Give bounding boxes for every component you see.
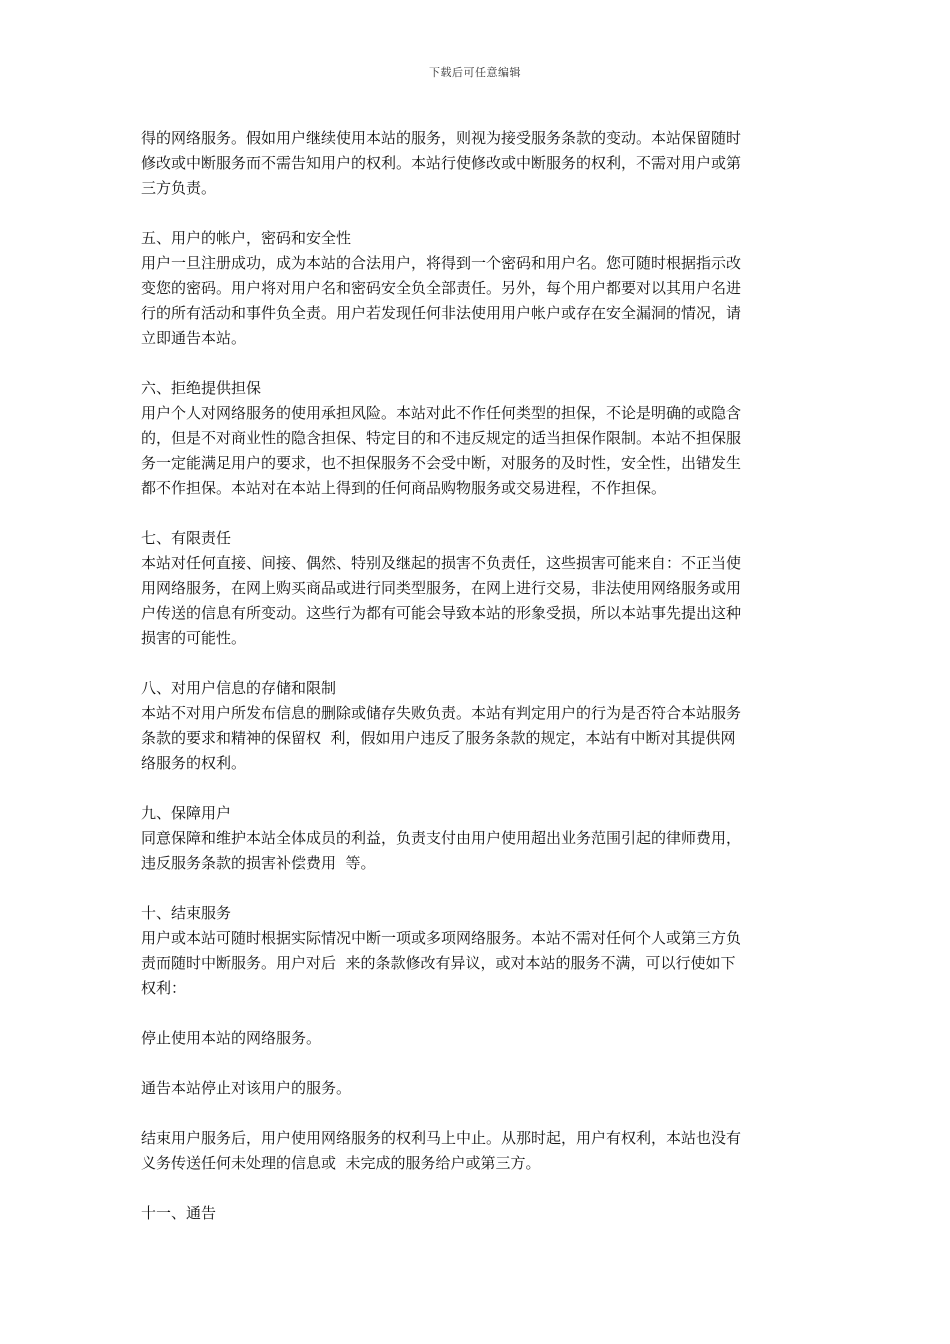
paragraph-gap [141,1176,813,1201]
text-line: 违反服务条款的损害补偿费用 等。 [141,854,376,872]
text-line: 十、结束服务 [141,904,232,922]
paragraph-gap [141,351,813,376]
text-line: 十一、通告 [141,1204,217,1222]
text-line: 条款的要求和精神的保留权 利，假如用户违反了服务条款的规定，本站有中断对其提供网 [141,729,736,747]
text-line: 用户或本站可随时根据实际情况中断一项或多项网络服务。本站不需对任何个人或第三方负 [141,929,742,947]
text-line: 停止使用本站的网络服务。 [141,1029,322,1047]
text-line: 责而随时中断服务。用户对后 来的条款修改有异议，或对本站的服务不满，可以行使如下 [141,954,736,972]
text-line: 本站对任何直接、间接、偶然、特别及继起的损害不负责任，这些损害可能来自：不正当使 [141,554,742,572]
paragraph-gap [141,1101,813,1126]
text-line: 七、有限责任 [141,529,232,547]
text-line: 八、对用户信息的存储和限制 [141,679,337,697]
paragraph-gap [141,501,813,526]
text-line: 行的所有活动和事件负全责。用户若发现任何非法使用用户帐户或存在安全漏洞的情况，请 [141,304,742,322]
text-line: 权利： [141,979,187,997]
paragraph-gap [141,1001,813,1026]
text-line: 五、用户的帐户，密码和安全性 [141,229,352,247]
text-line: 义务传送任何未处理的信息或 未完成的服务给户或第三方。 [141,1154,541,1172]
paragraph-gap [141,651,813,676]
text-line: 立即通告本站。 [141,329,247,347]
paragraph-gap [141,876,813,901]
text-line: 的，但是不对商业性的隐含担保、特定目的和不违反规定的适当担保作限制。本站不担保服 [141,429,742,447]
text-line: 通告本站停止对该用户的服务。 [141,1079,352,1097]
text-line: 得的网络服务。假如用户继续使用本站的服务，则视为接受服务条款的变动。本站保留随时 [141,129,742,147]
text-line: 户传送的信息有所变动。这些行为都有可能会导致本站的形象受损，所以本站事先提出这种 [141,604,742,622]
paragraph-gap [141,201,813,226]
text-line: 用户个人对网络服务的使用承担风险。本站对此不作任何类型的担保，不论是明确的或隐含 [141,404,742,422]
text-line: 变您的密码。用户将对用户名和密码安全负全部责任。另外，每个用户都要对以其用户名进 [141,279,742,297]
text-line: 都不作担保。本站对在本站上得到的任何商品购物服务或交易进程，不作担保。 [141,479,667,497]
paragraph-gap [141,776,813,801]
page-header: 下载后可任意编辑 [429,66,521,79]
text-line: 务一定能满足用户的要求，也不担保服务不会受中断，对服务的及时性，安全性，出错发生 [141,454,742,472]
text-line: 用户一旦注册成功，成为本站的合法用户，将得到一个密码和用户名。您可随时根据指示改 [141,254,742,272]
text-line: 损害的可能性。 [141,629,247,647]
text-line: 本站不对用户所发布信息的删除或储存失败负责。本站有判定用户的行为是否符合本站服务 [141,704,742,722]
text-line: 九、保障用户 [141,804,232,822]
text-line: 同意保障和维护本站全体成员的利益，负责支付由用户使用超出业务范围引起的律师费用， [141,829,742,847]
text-line: 结束用户服务后，用户使用网络服务的权利马上中止。从那时起，用户有权利，本站也没有 [141,1129,742,1147]
text-line: 修改或中断服务而不需告知用户的权利。本站行使修改或中断服务的权利，不需对用户或第 [141,154,742,172]
text-line: 用网络服务，在网上购买商品或进行同类型服务，在网上进行交易，非法使用网络服务或用 [141,579,742,597]
text-line: 六、拒绝提供担保 [141,379,262,397]
text-line: 三方负责。 [141,179,217,197]
paragraph-gap [141,1051,813,1076]
text-line: 络服务的权利。 [141,754,247,772]
document-body [141,126,813,1226]
